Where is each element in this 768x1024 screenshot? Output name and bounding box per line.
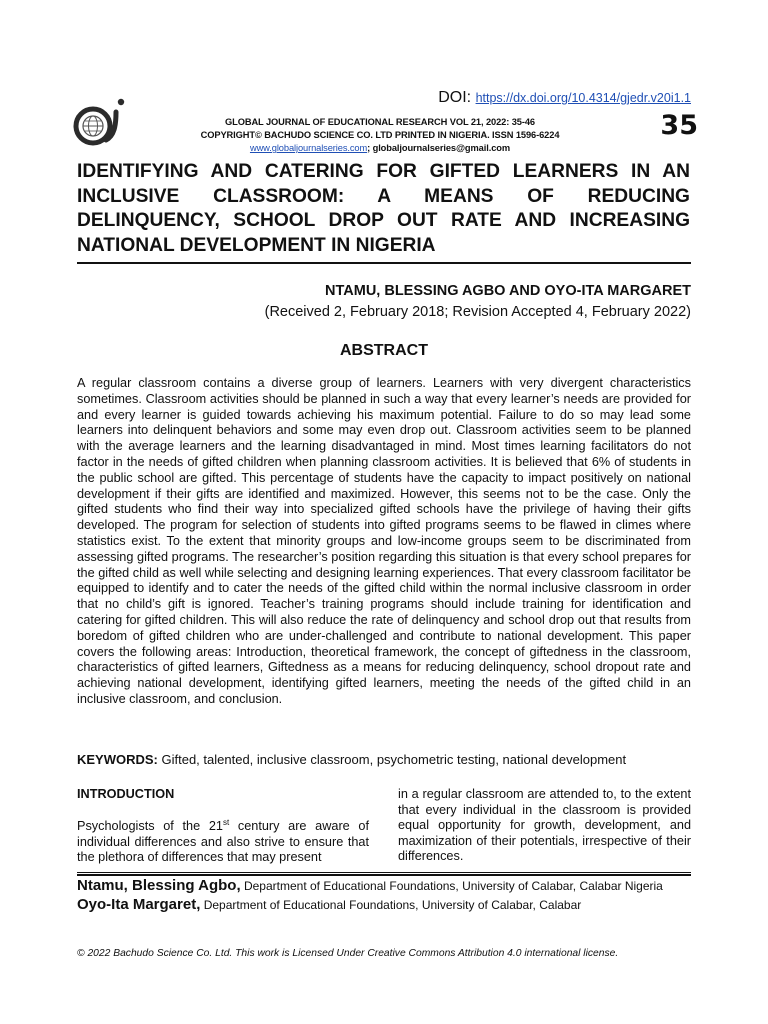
affiliation-divider [77, 874, 691, 876]
page-number: 35 [660, 110, 698, 141]
journal-logo [72, 96, 134, 148]
received-dates: (Received 2, February 2018; Revision Accepted 4, February 2022) [264, 304, 691, 320]
journal-citation: GLOBAL JOURNAL OF EDUCATIONAL RESEARCH VOL 21, 2022: 35-46 [224, 117, 536, 127]
doi-link[interactable]: https://dx.doi.org/10.4314/gjedr.v20i1.1 [475, 91, 691, 105]
introduction-heading: INTRODUCTION [77, 787, 175, 801]
article-title: IDENTIFYING AND CATERING FOR GIFTED LEARNERS IN AN INCLUSIVE CLASSROOM: A MEANS OF REDUCING DELINQUENCY, SCHOOL DROP OUT RATE AND INCREASING NATIONAL DEVELOPMENT IN NIGERIA [77, 161, 690, 256]
keywords-line [77, 752, 691, 767]
doi-line [438, 89, 691, 107]
keywords-label: KEYWORDS: [77, 752, 158, 767]
intro-left-superscript: st [222, 817, 230, 827]
title-divider [77, 262, 691, 264]
abstract-text: A regular classroom contains a diverse group of learners. Learners with very divergent characteristics sometimes. Classroom activities should be planned in such a way that every learner’s needs are provided for and every learner is guided towards achieving his maximum potential. Failure to do so may lead some learners into delinquent behaviors and some may even drop out. Classroom activities seem to be planned with the average learners and the learning disadvantaged in mind. Most times learning facilitators do not factor in the needs of gifted children when planning classroom activities. It is believed that 6% of students in the public school are gifted. This percentage of students have the capacity to impact positively on national development if their gifts are identified and maximized. However, this seems not to be the case. Only the gifted students who find their way into specialized gifted schools have the privilege of having their gifts developed. The program for selection of students into gifted programs seems to be flawed in climes where statistics exist. To the extent that minority groups and low-income groups seem to be discriminated from assessing gifted programs. The researcher’s position regarding this situation is that every school prepares for the gifted child as well while selecting and designing learning experiences. That every classroom facilitator be equipped to identify and to cater the needs of the gifted child within the normal inclusive classroom in order that no child’s gift is ignored. Teacher’s training programs should include training for identification and catering for gifted children. This will also reduce the rate of delinquency and school drop out that results from boredom of gifted children who are under-challenged and contribute to national development. This paper covers the following areas: Introduction, theoretical framework, the concept of giftedness in the classroom, characteristics of gifted learners, Giftedness as a means for reducing delinquency, school dropout rate and achieving national development, identifying gifted learners, meeting the needs of the gifted child in an inclusive classroom, and conclusion. [77, 376, 691, 706]
journal-info [190, 116, 570, 155]
contact-separator: ; [367, 143, 371, 153]
affiliation-name: Oyo-Ita Margaret, [77, 896, 201, 913]
affiliation-department: Department of Educational Foundations, University of Calabar, Calabar [200, 898, 582, 912]
keywords-list: Gifted, talented, inclusive classroom, psychometric testing, national development [157, 752, 627, 767]
website-link[interactable]: www.globaljournalseries.com [249, 143, 368, 153]
article-authors: NTAMU, BLESSING AGBO AND OYO-ITA MARGARET [325, 283, 691, 299]
journal-contact [190, 142, 570, 155]
introduction-left-column [77, 819, 369, 866]
license-footer: © 2022 Bachudo Science Co. Ltd. This work is Licensed Under Creative Commons Attribution 4.0 international license. [77, 948, 619, 959]
affiliation-divider-thin [77, 872, 691, 873]
affiliation-author-2 [77, 896, 581, 913]
affiliation-author-1 [77, 877, 663, 894]
doi-label: DOI: [438, 89, 472, 106]
journal-email: globaljournalseries@gmail.com [370, 143, 511, 153]
affiliation-name: Ntamu, Blessing Agbo, [77, 877, 241, 894]
journal-copyright: COPYRIGHT© BACHUDO SCIENCE CO. LTD PRINTED IN NIGERIA. ISSN 1596-6224 [200, 130, 560, 140]
intro-left-text-a: Psychologists of the 21 [77, 819, 223, 833]
intro-left-text-b: century are aware of individual differences and also strive to ensure that the plethora of differences that may present [77, 819, 369, 865]
globe-logo-icon [72, 96, 134, 148]
abstract-heading: ABSTRACT [340, 342, 428, 359]
affiliation-department: Department of Educational Foundations, University of Calabar, Calabar Nigeria [240, 879, 663, 893]
introduction-right-column: in a regular classroom are attended to, to the extent that every individual in the classroom is provided equal opportunity for growth, development, and maximization of their potentials, irrespective of their differences. [398, 787, 691, 864]
